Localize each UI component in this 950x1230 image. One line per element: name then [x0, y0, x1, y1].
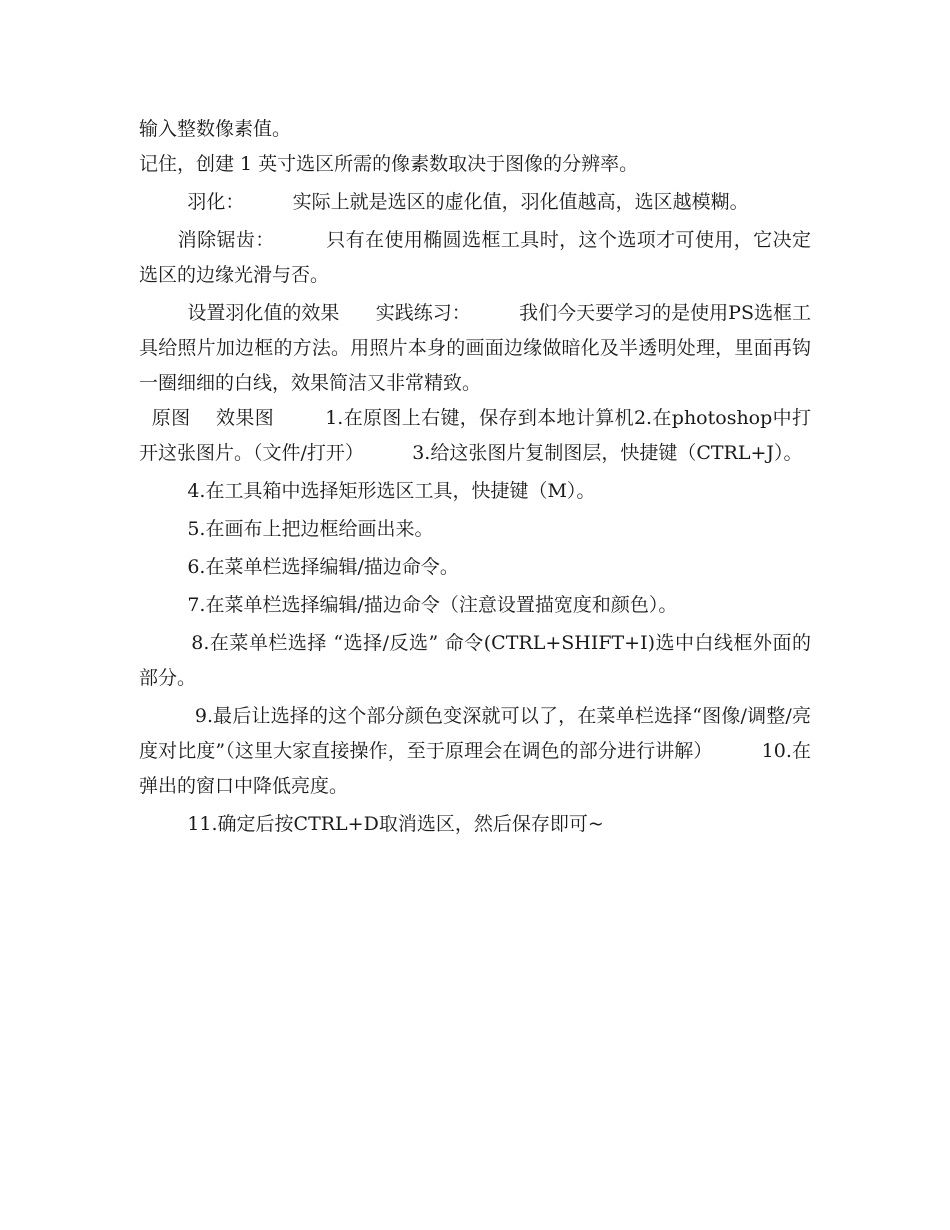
- paragraph-step-4: 4.在工具箱中选择矩形选区工具，快捷键（M）。: [139, 480, 596, 502]
- paragraph-step-8: 8.在菜单栏选择 “选择/反选” 命令(CTRL+SHIFT+I)选中白线框外面的部分。: [139, 632, 811, 689]
- paragraph-step-6: 6.在菜单栏选择编辑/描边命令。: [139, 556, 459, 578]
- paragraph-step-11: 11.确定后按CTRL+D取消选区，然后保存即可~: [139, 813, 604, 835]
- paragraph-practice-intro: 设置羽化值的效果 实践练习： 我们今天要学习的是使用PS选框工具给照片加边框的方法。用照片本身的画面边缘做暗化及半透明处理，里面再钩一圈细细的白线，效果简洁又非常精致。: [139, 302, 811, 394]
- document-body: [139, 112, 811, 842]
- paragraph-anti-alias: 消除锯齿： 只有在使用椭圆选框工具时，这个选项才可使用，它决定选区的边缘光滑与否。: [139, 229, 811, 286]
- paragraph-resolution-note: 记住，创建 1 英寸选区所需的像素数取决于图像的分辨率。: [139, 153, 639, 175]
- paragraph-step-7: 7.在菜单栏选择编辑/描边命令（注意设置描宽度和颜色）。: [139, 594, 678, 616]
- paragraph-steps-1-3: 原图 效果图 1.在原图上右键，保存到本地计算机2.在photoshop中打开这张图片。（文件/打开） 3.给这张图片复制图层，快捷键（CTRL+J）。: [139, 407, 811, 464]
- paragraph-feather: 羽化： 实际上就是选区的虚化值，羽化值越高，选区越模糊。: [139, 191, 749, 213]
- paragraph-integer-pixel: 输入整数像素值。: [139, 118, 292, 140]
- paragraph-step-9-10: 9.最后让选择的这个部分颜色变深就可以了，在菜单栏选择“图像/调整/亮度对比度”（这里大家直接操作，至于原理会在调色的部分进行讲解） 10.在弹出的窗口中降低亮度。: [139, 705, 811, 797]
- paragraph-step-5: 5.在画布上把边框给画出来。: [139, 518, 434, 540]
